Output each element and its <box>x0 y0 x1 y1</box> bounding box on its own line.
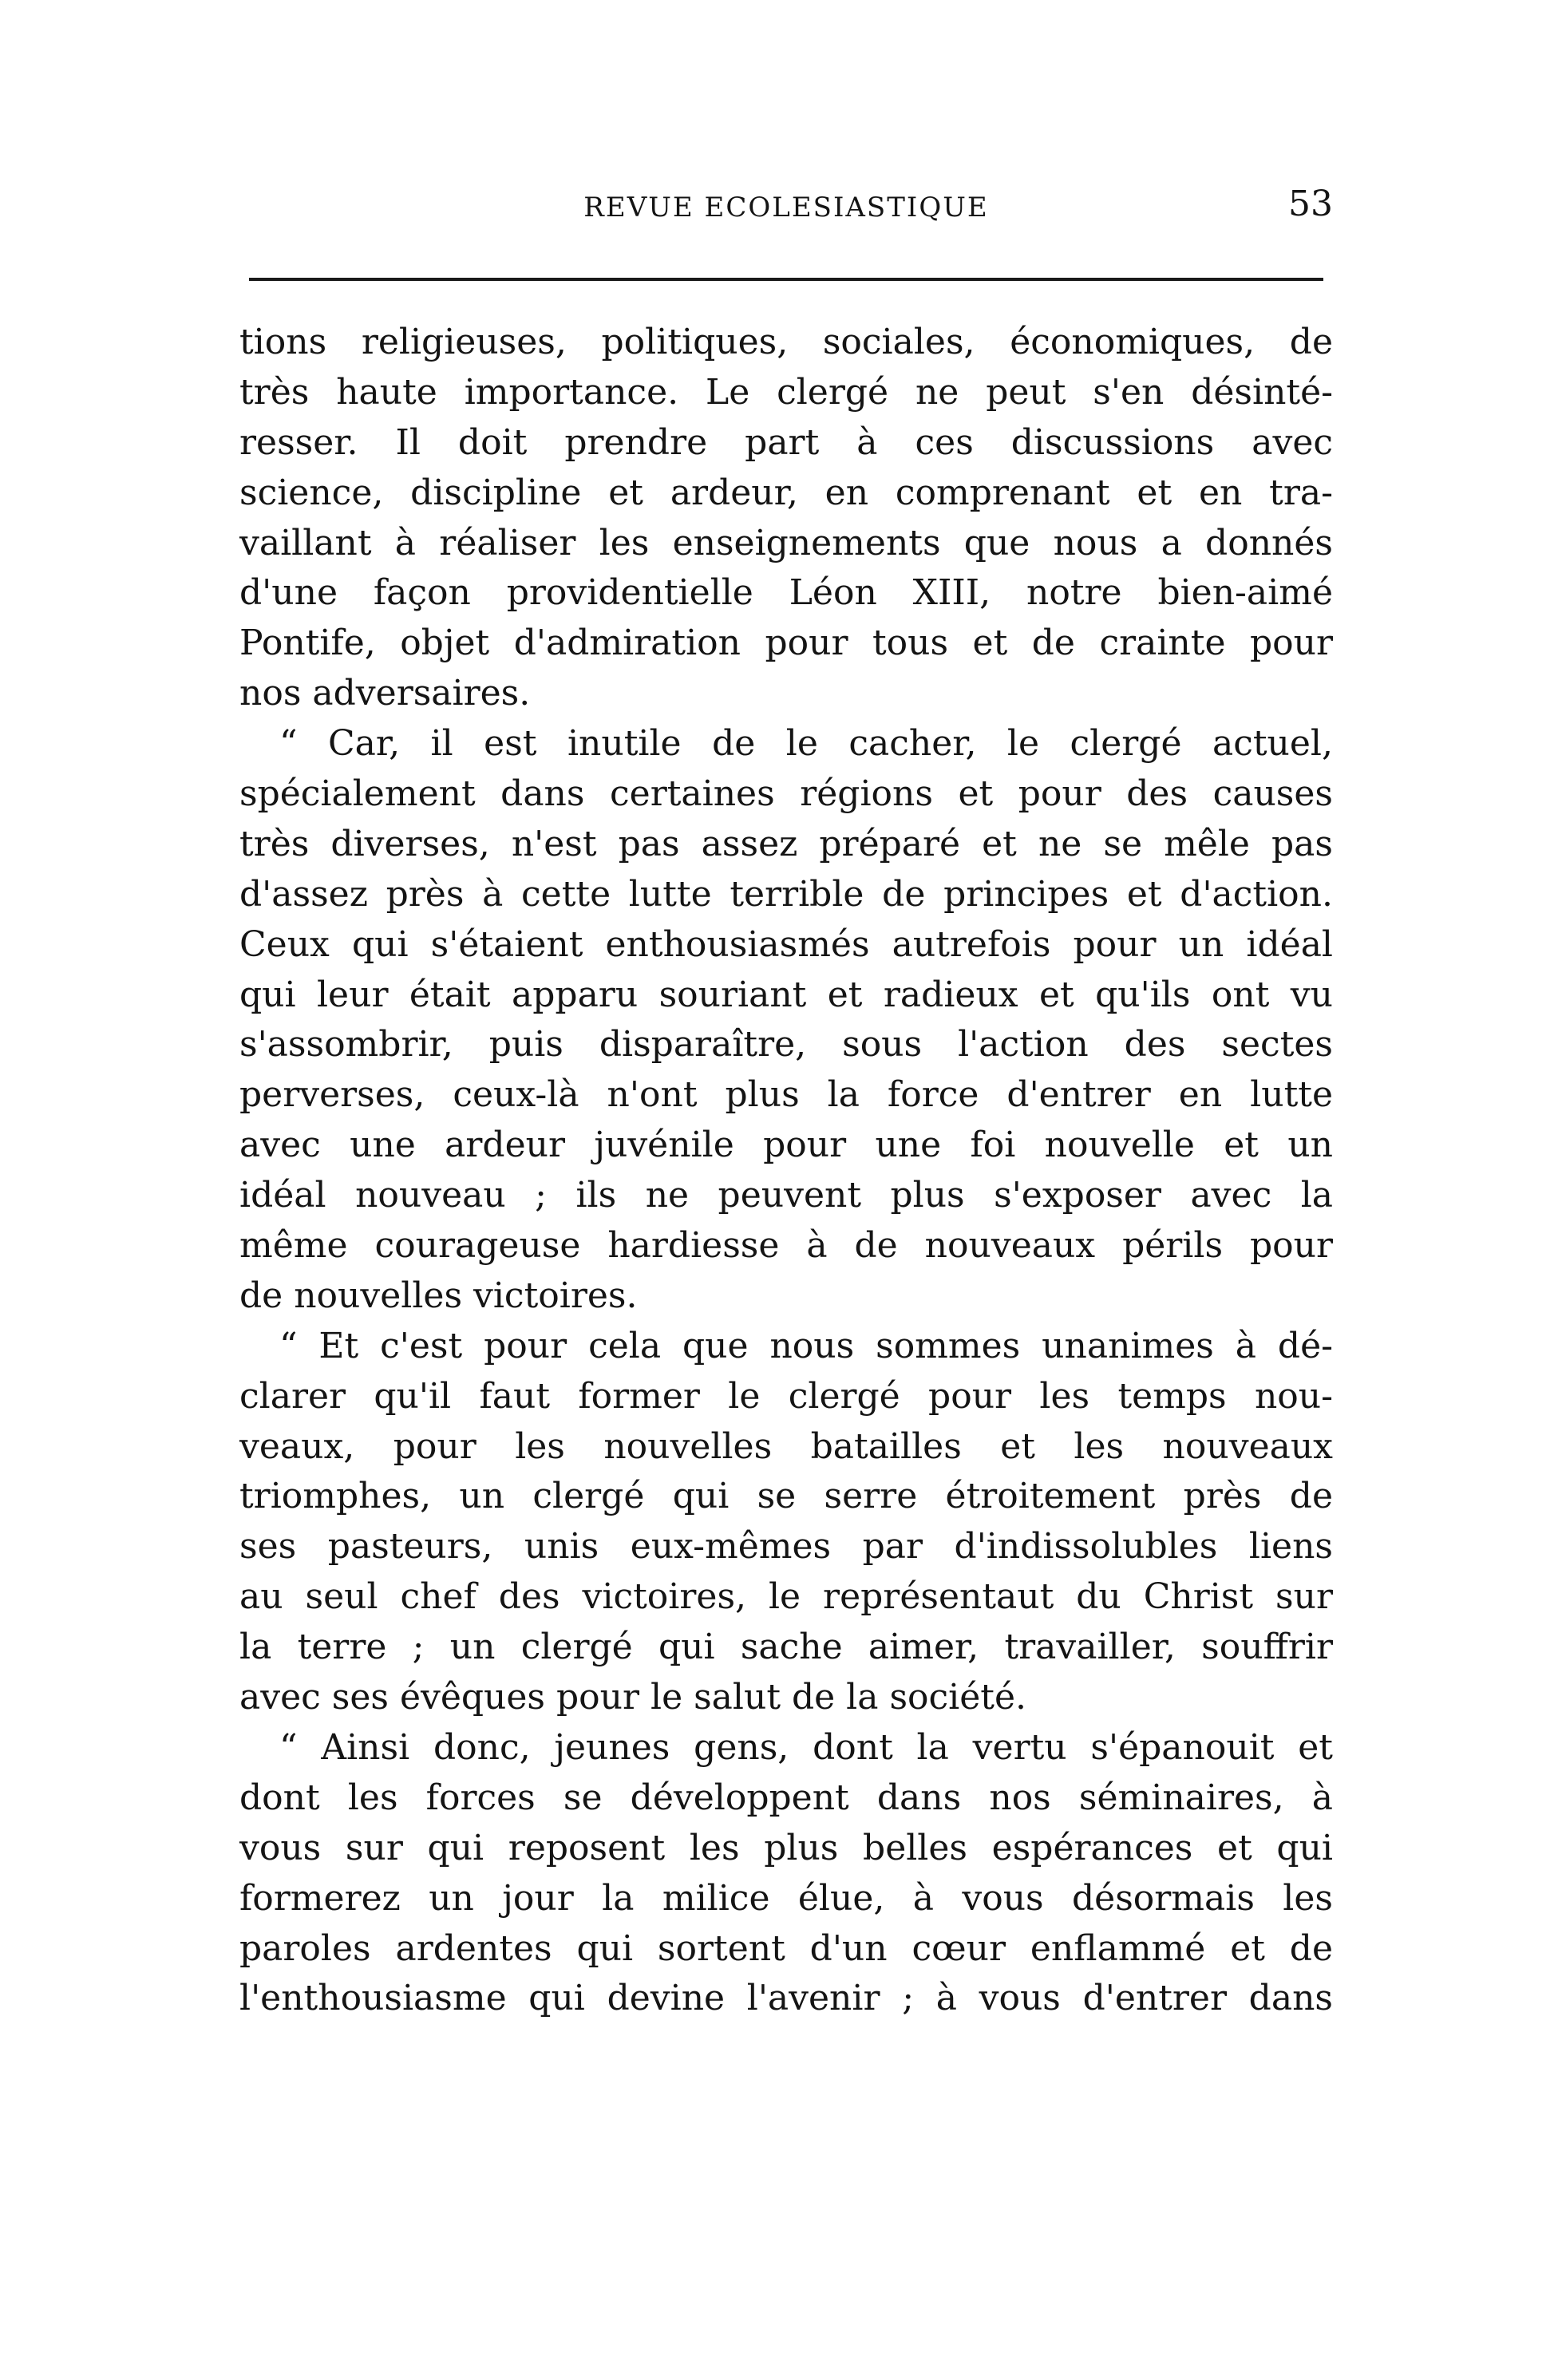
text-line: d'une façon providentielle Léon XIII, notre bien-aimé <box>239 572 1333 614</box>
text-line: vaillant à réaliser les enseignements que nous a donnés <box>239 522 1333 563</box>
paragraph-start-line: “ Car, il est inutile de le cacher, le clergé actuel, <box>279 723 1333 765</box>
text-line: nos adversaires. <box>239 673 531 714</box>
text-line: avec ses évêques pour le salut de la société. <box>239 1677 1027 1718</box>
running-head <box>239 184 1333 247</box>
text-line: s'assombrir, puis disparaître, sous l'action des sectes <box>239 1024 1333 1065</box>
body-text <box>239 318 1333 2024</box>
text-line: d'assez près à cette lutte terrible de principes et d'action. <box>239 873 1333 915</box>
running-title: REVUE ECOLESIASTIQUE <box>583 192 989 223</box>
text-line: même courageuse hardiesse à de nouveaux périls pour <box>239 1225 1333 1267</box>
text-line: clarer qu'il faut former le clergé pour les temps nou- <box>239 1375 1333 1417</box>
text-line: idéal nouveau ; ils ne peuvent plus s'exposer avec la <box>239 1175 1333 1216</box>
paragraph-start-line: “ Ainsi donc, jeunes gens, dont la vertu s'épanouit et <box>279 1726 1333 1768</box>
text-line: science, discipline et ardeur, en comprenant et en tra- <box>239 472 1333 513</box>
text-line: vous sur qui reposent les plus belles espérances et qui <box>239 1827 1333 1868</box>
text-line: dont les forces se développent dans nos séminaires, à <box>239 1777 1333 1818</box>
header-rule <box>249 278 1323 281</box>
text-line: de nouvelles victoires. <box>239 1275 638 1316</box>
text-line: au seul chef des victoires, le représentaut du Christ sur <box>239 1576 1333 1618</box>
text-line: la terre ; un clergé qui sache aimer, travailler, souffrir <box>239 1627 1333 1668</box>
text-line: paroles ardentes qui sortent d'un cœur enflammé et de <box>239 1927 1333 1969</box>
text-line: avec une ardeur juvénile pour une foi nouvelle et un <box>239 1125 1333 1166</box>
text-line: très haute importance. Le clergé ne peut s'en désinté- <box>239 371 1333 413</box>
text-line: ses pasteurs, unis eux-mêmes par d'indissolubles liens <box>239 1526 1333 1568</box>
text-line: resser. Il doit prendre part à ces discussions avec <box>239 421 1333 463</box>
text-line: l'enthousiasme qui devine l'avenir ; à vous d'entrer dans <box>239 1978 1333 2019</box>
text-line: qui leur était apparu souriant et radieux et qu'ils ont vu <box>239 974 1333 1015</box>
text-line: veaux, pour les nouvelles batailles et les nouveaux <box>239 1425 1333 1467</box>
page-number: 53 <box>1288 184 1333 224</box>
text-line: Pontife, objet d'admiration pour tous et de crainte pour <box>239 623 1333 664</box>
book-page <box>239 184 1333 2338</box>
text-line: tions religieuses, politiques, sociales, économiques, de <box>239 322 1333 362</box>
text-line: formerez un jour la milice élue, à vous désormais les <box>239 1877 1333 1919</box>
text-line: spécialement dans certaines régions et pour des causes <box>239 773 1333 815</box>
text-line: très diverses, n'est pas assez préparé et ne se mêle pas <box>239 823 1333 864</box>
paragraph-start-line: “ Et c'est pour cela que nous sommes unanimes à dé- <box>279 1325 1333 1366</box>
text-line: triomphes, un clergé qui se serre étroitement près de <box>239 1476 1333 1517</box>
text-line: perverses, ceux-là n'ont plus la force d'entrer en lutte <box>239 1074 1333 1116</box>
text-line: Ceux qui s'étaient enthousiasmés autrefois pour un idéal <box>239 923 1333 965</box>
